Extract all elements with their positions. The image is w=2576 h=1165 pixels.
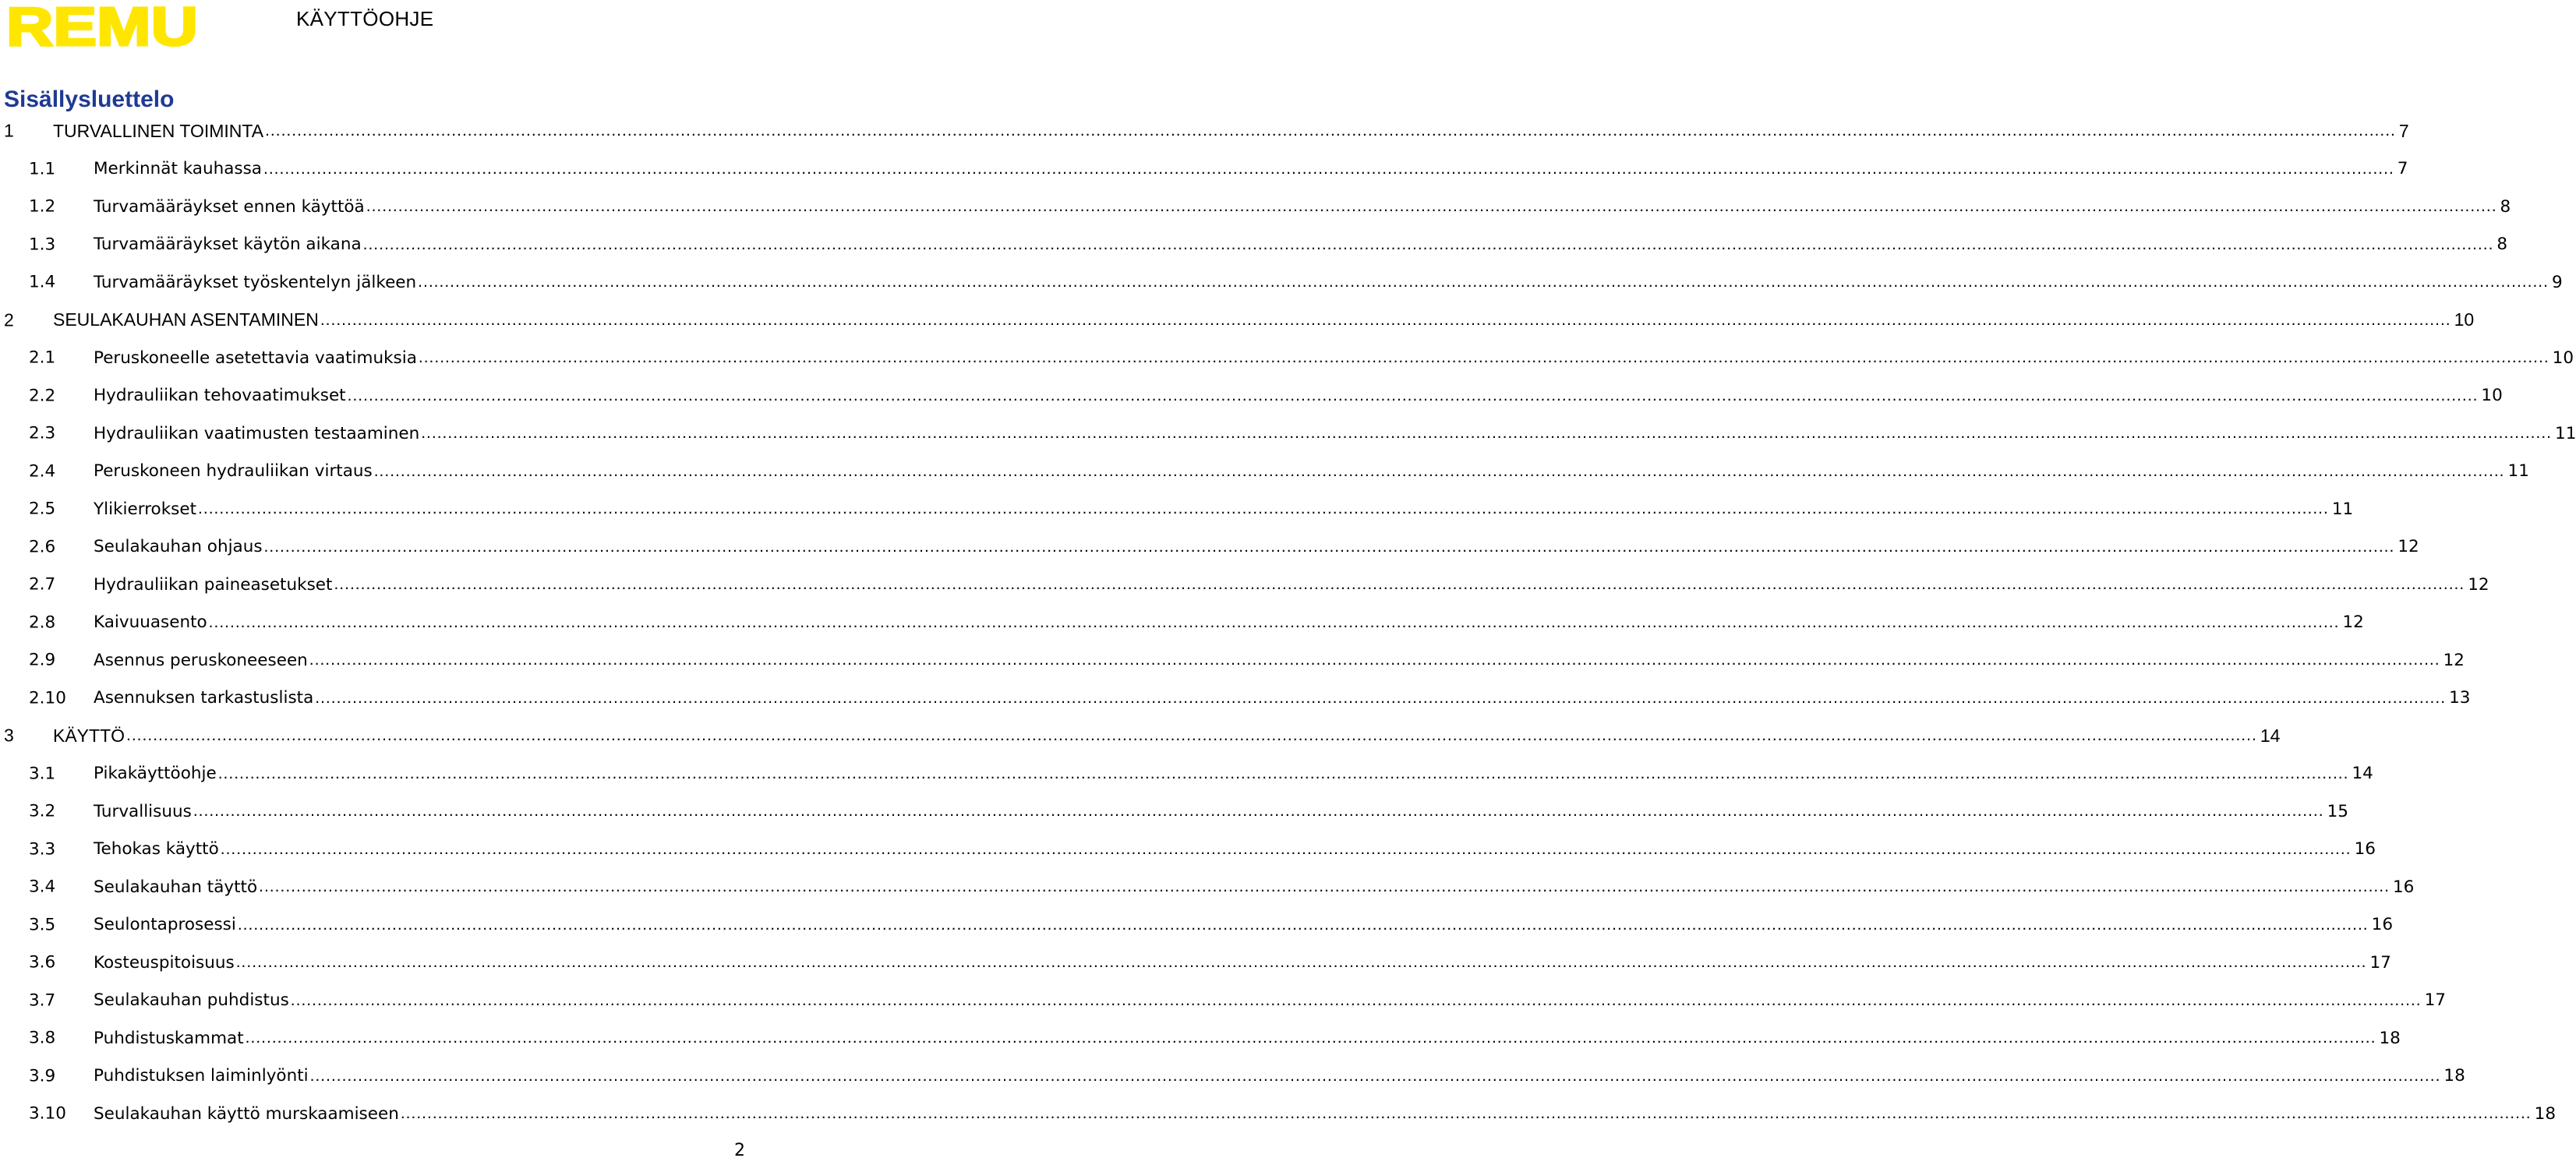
toc-entry-line	[94, 263, 2563, 302]
toc-entry[interactable]	[0, 1095, 2556, 1133]
toc-entry-line	[94, 755, 2373, 793]
toc-entry-page: 16	[2390, 877, 2414, 897]
toc-entry-line	[94, 415, 2576, 453]
toc-entry[interactable]	[0, 868, 2415, 906]
toc-entry-line	[94, 1095, 2556, 1133]
toc-entry-page: 10	[2451, 309, 2475, 330]
toc-dot-leader: ................................................................................................................................................................................................................................................................................................................................................................................................................	[334, 575, 2465, 594]
toc-entry-title: Puhdistuskammat	[94, 1028, 244, 1048]
toc-entry[interactable]	[0, 453, 2529, 491]
toc-entry-page: 12	[2394, 537, 2419, 556]
toc-entry[interactable]	[0, 717, 2281, 755]
toc-entry-title: TURVALLINEN TOIMINTA	[53, 120, 264, 141]
toc-dot-leader: ................................................................................................................................................................................................................................................................................................................................................................................................................	[347, 386, 2479, 404]
toc-entry[interactable]	[0, 641, 2465, 680]
toc-dot-leader: ................................................................................................................................................................................................................................................................................................................................................................................................................	[198, 500, 2329, 518]
toc-entry-title: Turvallisuus	[94, 801, 192, 821]
toc-entry-line	[53, 717, 2281, 755]
toc-entry-page: 16	[2369, 915, 2393, 934]
toc-entry-number: 3.5	[29, 915, 56, 935]
toc-entry[interactable]	[0, 1057, 2465, 1096]
toc-entry-line	[94, 490, 2354, 528]
toc-entry-title: Asennus peruskoneeseen	[94, 650, 308, 670]
toc-entry-page: 12	[2465, 575, 2489, 595]
remu-logo	[6, 0, 201, 57]
toc-entry-page: 8	[2497, 197, 2511, 217]
toc-entry-title: Hydrauliikan tehovaatimukset	[94, 386, 346, 406]
toc-entry-line	[94, 641, 2465, 680]
toc-entry[interactable]	[0, 415, 2576, 453]
toc-entry[interactable]	[0, 226, 2508, 264]
toc-entry-title: Seulakauhan ohjaus	[94, 537, 263, 557]
toc-entry-line	[94, 453, 2529, 491]
toc-entry-line	[94, 188, 2511, 226]
toc-entry-title: Turvamääräykset työskentelyn jälkeen	[94, 272, 417, 292]
toc-entry-title: Kaivuuasento	[94, 613, 207, 633]
toc-entry-page: 8	[2493, 235, 2507, 254]
toc-entry-number: 3.6	[29, 952, 56, 973]
toc-entry-number: 3.3	[29, 839, 56, 860]
toc-dot-leader: ................................................................................................................................................................................................................................................................................................................................................................................................................	[245, 1029, 2376, 1047]
toc-entry[interactable]	[0, 831, 2376, 869]
toc-entry[interactable]	[0, 377, 2503, 415]
table-of-contents	[0, 112, 2576, 1133]
toc-entry-line	[94, 1019, 2401, 1057]
toc-dot-leader: ................................................................................................................................................................................................................................................................................................................................................................................................................	[373, 461, 2505, 480]
toc-entry-number: 2.5	[29, 499, 56, 519]
toc-entry-title: Puhdistuksen laiminlyönti	[94, 1066, 309, 1086]
svg-text:REMU: REMU	[6, 0, 198, 57]
toc-entry-number: 1.3	[29, 235, 56, 255]
toc-dot-leader: ................................................................................................................................................................................................................................................................................................................................................................................................................	[421, 424, 2553, 443]
toc-dot-leader: ................................................................................................................................................................................................................................................................................................................................................................................................................	[400, 1104, 2532, 1123]
toc-entry[interactable]	[0, 302, 2475, 340]
toc-entry[interactable]	[0, 680, 2471, 718]
toc-dot-leader: ................................................................................................................................................................................................................................................................................................................................................................................................................	[237, 915, 2369, 934]
toc-entry-number: 3.1	[29, 764, 56, 784]
toc-entry-page: 7	[2394, 159, 2408, 178]
toc-entry-page: 18	[2376, 1029, 2400, 1048]
toc-dot-leader: ................................................................................................................................................................................................................................................................................................................................................................................................................	[320, 310, 2451, 329]
toc-entry[interactable]	[0, 755, 2373, 793]
toc-entry-line	[94, 377, 2503, 415]
toc-entry[interactable]	[0, 528, 2419, 567]
toc-entry-number: 3.9	[29, 1066, 56, 1086]
toc-entry-title: Seulontaprosessi	[94, 915, 236, 935]
toc-heading: Sisällysluettelo	[4, 86, 175, 112]
toc-entry-number: 1.4	[29, 272, 56, 292]
toc-entry-page: 11	[2552, 424, 2576, 443]
toc-entry-number: 2.3	[29, 423, 56, 443]
toc-entry-number: 2.1	[29, 348, 56, 368]
toc-entry-number: 2.8	[29, 613, 56, 633]
toc-entry-number: 3.10	[29, 1103, 66, 1124]
toc-entry-page: 17	[2367, 953, 2391, 973]
toc-dot-leader: ................................................................................................................................................................................................................................................................................................................................................................................................................	[220, 839, 2352, 858]
toc-entry-page: 9	[2549, 273, 2563, 292]
toc-dot-leader: ................................................................................................................................................................................................................................................................................................................................................................................................................	[263, 537, 2395, 556]
toc-entry-line	[94, 1057, 2465, 1096]
toc-entry-line	[53, 302, 2475, 340]
toc-dot-leader: ................................................................................................................................................................................................................................................................................................................................................................................................................	[290, 990, 2422, 1009]
toc-entry-line	[94, 831, 2376, 869]
document-title: KÄYTTÖOHJE	[296, 7, 434, 30]
toc-entry-line	[94, 793, 2348, 831]
toc-entry-title: Kosteuspitoisuus	[94, 952, 235, 973]
toc-entry-number: 2.9	[29, 650, 56, 670]
toc-dot-leader: ................................................................................................................................................................................................................................................................................................................................................................................................................	[315, 688, 2447, 707]
toc-entry-line	[94, 982, 2446, 1020]
toc-entry[interactable]	[0, 906, 2393, 944]
page-number: 2	[734, 1141, 745, 1160]
toc-entry-number: 2.7	[29, 574, 56, 595]
toc-entry-line	[94, 604, 2364, 642]
toc-dot-leader: ................................................................................................................................................................................................................................................................................................................................................................................................................	[362, 235, 2494, 253]
toc-entry[interactable]	[0, 188, 2511, 226]
toc-entry-page: 17	[2422, 990, 2446, 1010]
toc-entry[interactable]	[0, 982, 2446, 1020]
toc-entry-title: Hydrauliikan vaatimusten testaaminen	[94, 423, 420, 443]
toc-entry-number: 3.4	[29, 877, 56, 897]
toc-entry[interactable]	[0, 566, 2489, 604]
toc-entry-title: Merkinnät kauhassa	[94, 159, 262, 179]
toc-entry-number: 1.2	[29, 196, 56, 217]
toc-entry-page: 12	[2440, 651, 2465, 670]
toc-entry-number: 1	[4, 120, 14, 141]
toc-dot-leader: ................................................................................................................................................................................................................................................................................................................................................................................................................	[263, 159, 2394, 178]
toc-entry[interactable]	[0, 944, 2391, 982]
toc-dot-leader: ................................................................................................................................................................................................................................................................................................................................................................................................................	[309, 1066, 2441, 1085]
toc-entry-title: Pikakäyttöohje	[94, 764, 217, 784]
toc-entry-line	[94, 944, 2391, 982]
toc-dot-leader: ................................................................................................................................................................................................................................................................................................................................................................................................................	[208, 613, 2340, 631]
toc-entry-page: 10	[2478, 386, 2502, 405]
toc-entry-line	[53, 112, 2409, 150]
toc-entry[interactable]	[0, 490, 2354, 528]
toc-dot-leader: ................................................................................................................................................................................................................................................................................................................................................................................................................	[265, 122, 2396, 140]
toc-entry-number: 2.2	[29, 386, 56, 406]
toc-entry[interactable]	[0, 339, 2574, 377]
toc-entry-line	[94, 339, 2574, 377]
toc-dot-leader: ................................................................................................................................................................................................................................................................................................................................................................................................................	[366, 197, 2497, 216]
toc-entry-page: 11	[2329, 500, 2353, 519]
toc-entry[interactable]	[0, 112, 2409, 150]
toc-entry-title: Turvamääräykset käytön aikana	[94, 235, 362, 255]
toc-dot-leader: ................................................................................................................................................................................................................................................................................................................................................................................................................	[217, 764, 2349, 782]
toc-entry-title: Seulakauhan täyttö	[94, 877, 258, 897]
toc-entry-number: 1.1	[29, 159, 56, 179]
toc-entry[interactable]	[0, 263, 2563, 302]
toc-entry-page: 14	[2348, 764, 2373, 783]
toc-entry-number: 3.7	[29, 990, 56, 1011]
toc-entry-page: 14	[2257, 725, 2281, 747]
toc-entry-page: 10	[2549, 348, 2574, 368]
toc-entry-title: Turvamääräykset ennen käyttöä	[94, 196, 365, 217]
toc-dot-leader: ................................................................................................................................................................................................................................................................................................................................................................................................................	[193, 802, 2324, 821]
toc-entry-title: Ylikierrokset	[94, 499, 197, 519]
toc-entry-line	[94, 680, 2471, 718]
remu-logo-wordmark	[6, 0, 201, 57]
toc-entry[interactable]	[0, 150, 2408, 189]
toc-entry-line	[94, 150, 2408, 189]
toc-entry-page: 7	[2396, 121, 2409, 142]
toc-entry-number: 3.8	[29, 1028, 56, 1048]
toc-entry-number: 2	[4, 309, 14, 330]
toc-entry-title: Peruskoneen hydrauliikan virtaus	[94, 461, 373, 482]
toc-entry-line	[94, 906, 2393, 944]
toc-entry-number: 2.10	[29, 688, 66, 708]
toc-entry-page: 11	[2505, 461, 2529, 481]
toc-entry-page: 13	[2446, 688, 2470, 708]
toc-dot-leader: ................................................................................................................................................................................................................................................................................................................................................................................................................	[418, 273, 2549, 291]
toc-entry[interactable]	[0, 604, 2364, 642]
toc-dot-leader: ................................................................................................................................................................................................................................................................................................................................................................................................................	[309, 651, 2440, 669]
toc-dot-leader: ................................................................................................................................................................................................................................................................................................................................................................................................................	[418, 348, 2549, 367]
toc-entry-number: 3.2	[29, 801, 56, 821]
toc-entry-page: 16	[2352, 839, 2376, 859]
toc-entry-title: Peruskoneelle asetettavia vaatimuksia	[94, 348, 417, 368]
toc-entry-title: Tehokas käyttö	[94, 839, 219, 860]
toc-entry-page: 18	[2532, 1104, 2556, 1124]
toc-entry-number: 3	[4, 725, 14, 746]
toc-entry-line	[94, 528, 2419, 567]
toc-entry-number: 2.6	[29, 537, 56, 557]
toc-dot-leader: ................................................................................................................................................................................................................................................................................................................................................................................................................	[235, 953, 2367, 972]
toc-entry-page: 18	[2440, 1066, 2465, 1086]
toc-entry-title: Seulakauhan käyttö murskaamiseen	[94, 1103, 399, 1124]
toc-entry-line	[94, 566, 2489, 604]
toc-entry[interactable]	[0, 793, 2348, 831]
toc-entry-title: KÄYTTÖ	[53, 725, 125, 746]
toc-entry-line	[94, 226, 2508, 264]
toc-entry-title: SEULAKAUHAN ASENTAMINEN	[53, 309, 319, 330]
toc-entry-page: 12	[2339, 613, 2363, 632]
toc-dot-leader: ................................................................................................................................................................................................................................................................................................................................................................................................................	[126, 726, 2257, 745]
toc-entry-page: 15	[2324, 802, 2348, 821]
toc-entry-title: Hydrauliikan paineasetukset	[94, 574, 333, 595]
toc-entry-line	[94, 868, 2415, 906]
toc-entry-number: 2.4	[29, 461, 56, 482]
toc-entry[interactable]	[0, 1019, 2401, 1057]
toc-dot-leader: ................................................................................................................................................................................................................................................................................................................................................................................................................	[259, 877, 2390, 896]
toc-entry-title: Asennuksen tarkastuslista	[94, 688, 314, 708]
toc-entry-title: Seulakauhan puhdistus	[94, 990, 289, 1011]
